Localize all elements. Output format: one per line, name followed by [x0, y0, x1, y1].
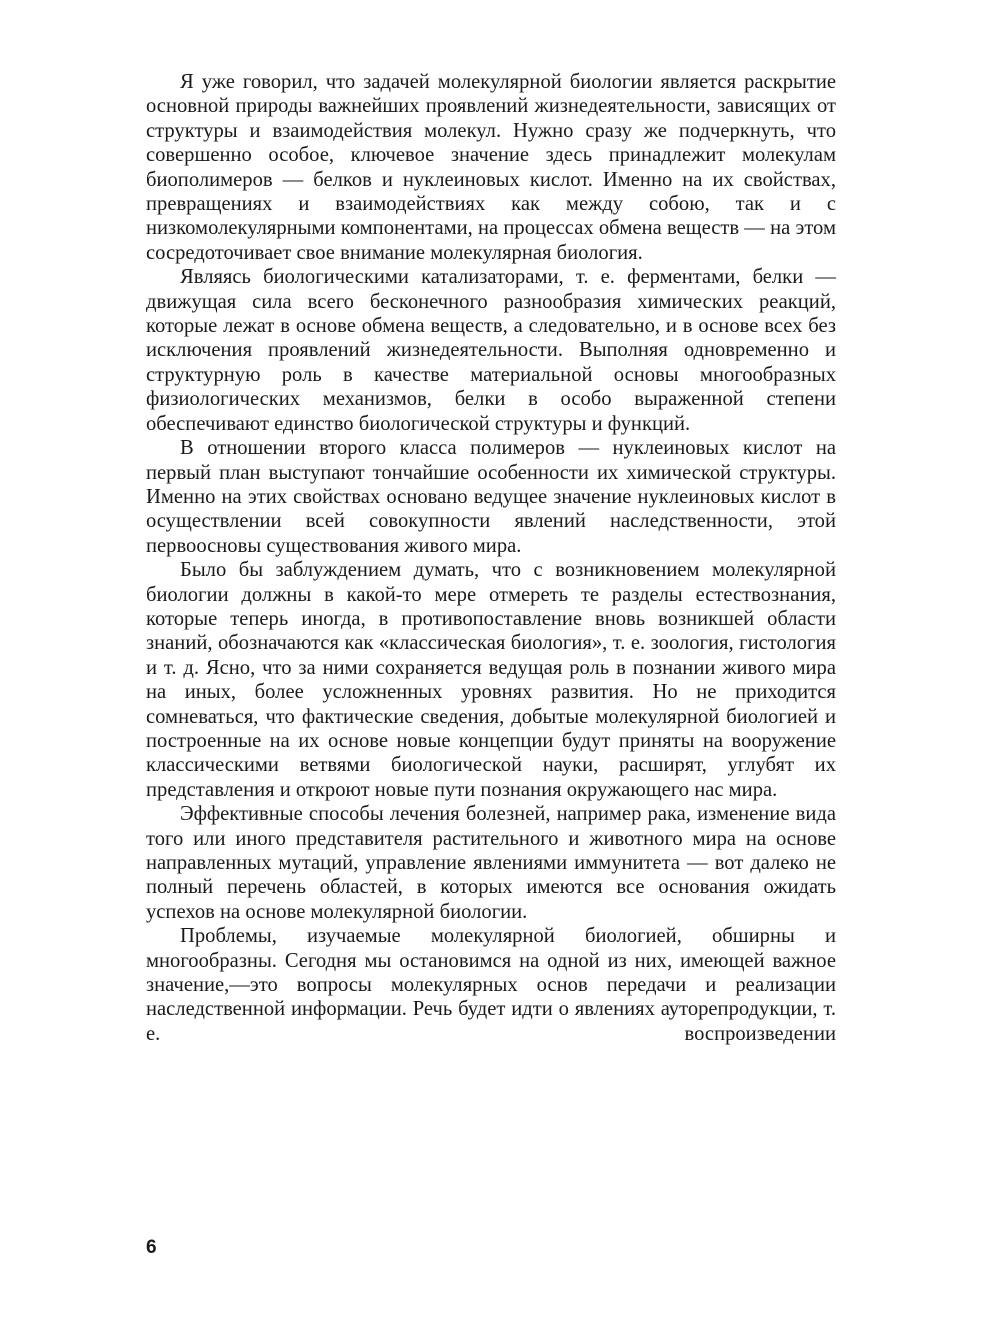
paragraph-1: Я уже говорил, что задачей молекулярной биологии является раскрытие основной природы важнейших проявлений жизнедеятельности, зависящих от структуры и взаимодействия молекул. Нужно сразу же подчеркнуть, что совершенно особое, ключевое значение здесь принадлежит молекулам биополимеров — белков и нуклеиновых кислот. Именно на их свойствах, превращениях и взаимодействиях как между собою, так и с низкомолекулярными компонентами, на процессах обмена веществ — на этом сосредоточивает свое внимание молекулярная биология.	[146, 71, 836, 264]
paragraph-5: Эффективные способы лечения болезней, например рака, изменение вида того или иного представителя растительного и животного мира на основе направленных мутаций, управление явлениями иммунитета — вот далеко не полный перечень областей, в которых имеются все основания ожидать успехов на основе молекулярной биологии.	[146, 803, 836, 923]
page-number: 6	[146, 1237, 157, 1258]
paragraph-6: Проблемы, изучаемые молекулярной биологией, обширны и многообразны. Сегодня мы остановимся на одной из них, имеющей важное значение,—это вопросы молекулярных основ передачи и реализации наследственной информации. Речь будет идти о явлениях ауторепродукции, т. е. воспроизведении	[146, 925, 836, 1045]
paragraph-3: В отношении второго класса полимеров — нуклеиновых кислот на первый план выступают тончайшие особенности их химической структуры. Именно на этих свойствах основано ведущее значение нуклеиновых кислот в осуществлении всей совокупности явлений наследственности, этой первоосновы существования живого мира.	[146, 437, 836, 557]
paragraph-2: Являясь биологическими катализаторами, т. е. ферментами, белки — движущая сила всего бесконечного разнообразия химических реакций, которые лежат в основе обмена веществ, а следовательно, и в основе всех без исключения проявлений жизнедеятельности. Выполняя одновременно и структурную роль в качестве материальной основы многообразных физиологических механизмов, белки в особо выраженной степени обеспечивают единство биологической структуры и функций.	[146, 266, 836, 435]
paragraph-4: Было бы заблуждением думать, что с возникновением молекулярной биологии должны в какой-то мере отмереть те разделы естествознания, которые теперь иногда, в противопоставление вновь возникшей области знаний, обозначаются как «классическая биология», т. е. зоология, гистология и т. д. Ясно, что за ними сохраняется ведущая роль в познании живого мира на иных, более усложненных уровнях развития. Но не приходится сомневаться, что фактические сведения, добытые молекулярной биологией и построенные на их основе новые концепции будут приняты на вооружение классическими ветвями биологической науки, расширят, углубят их представления и откроют новые пути познания окружающего нас мира.	[146, 559, 836, 801]
body-text	[146, 70, 836, 1046]
